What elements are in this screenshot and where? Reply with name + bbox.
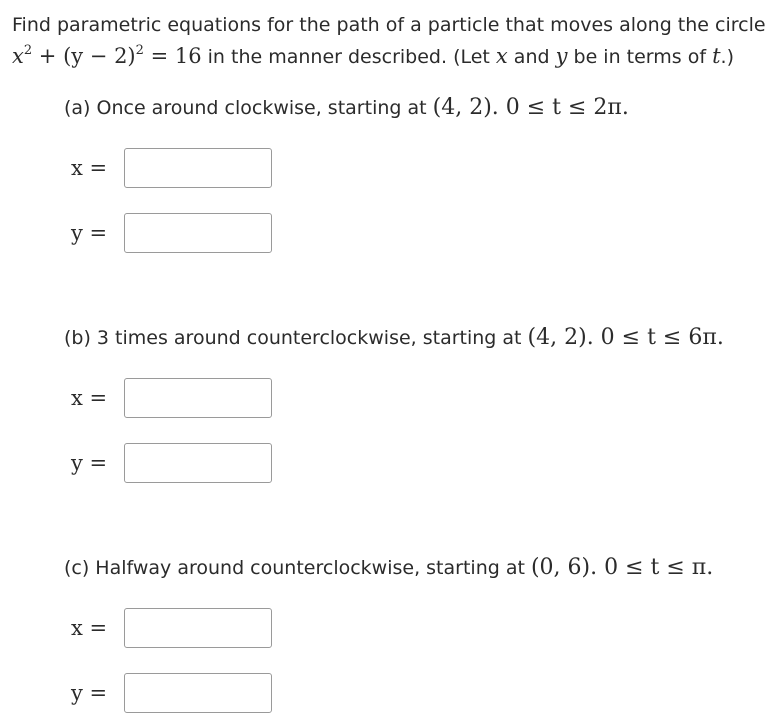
part-b-x-label: x =	[71, 386, 108, 410]
part-a-y-label: y =	[71, 221, 108, 245]
part-b-y-label: y =	[71, 451, 108, 475]
part-b-text: (b) 3 times around counterclockwise, starting at	[64, 327, 528, 349]
be-text: be in terms of	[567, 46, 713, 68]
equation-rhs: = 16	[143, 44, 202, 68]
part-b-math: (4, 2). 0 ≤ t ≤ 6π.	[527, 325, 724, 350]
part-b-label	[64, 325, 724, 351]
part-c-y-input[interactable]	[124, 673, 272, 713]
equation-x-exponent: 2	[23, 43, 33, 58]
part-a-label	[64, 95, 629, 121]
part-a-math: (4, 2). 0 ≤ t ≤ 2π.	[432, 95, 629, 120]
var-y: y	[555, 44, 568, 68]
end-text: .)	[720, 46, 734, 68]
part-c-x-input[interactable]	[124, 608, 272, 648]
part-c-x-label: x =	[71, 616, 108, 640]
part-a-x-label: x =	[71, 156, 108, 180]
var-t: t	[712, 44, 721, 68]
var-x: x	[495, 44, 508, 68]
intro-text: in the manner described. (Let	[201, 46, 496, 68]
part-a-text: (a) Once around clockwise, starting at	[64, 97, 433, 119]
equation-y-term: + (y − 2)	[32, 44, 136, 68]
question-intro-line1: Find parametric equations for the path of a particle that moves along the circle	[12, 14, 766, 36]
part-c-text: (c) Halfway around counterclockwise, starting at	[64, 557, 531, 579]
part-b-y-input[interactable]	[124, 443, 272, 483]
part-c-label	[64, 555, 713, 581]
part-a-x-input[interactable]	[124, 148, 272, 188]
equation-y-exponent: 2	[135, 43, 144, 58]
and-text: and	[507, 46, 556, 68]
part-c-math: (0, 6). 0 ≤ t ≤ π.	[530, 555, 714, 580]
part-a-y-input[interactable]	[124, 213, 272, 253]
circle-equation	[12, 44, 202, 68]
question-intro-line2	[12, 44, 734, 69]
equation-x-term: x	[12, 44, 24, 68]
part-c-y-label: y =	[71, 681, 108, 705]
part-b-x-input[interactable]	[124, 378, 272, 418]
